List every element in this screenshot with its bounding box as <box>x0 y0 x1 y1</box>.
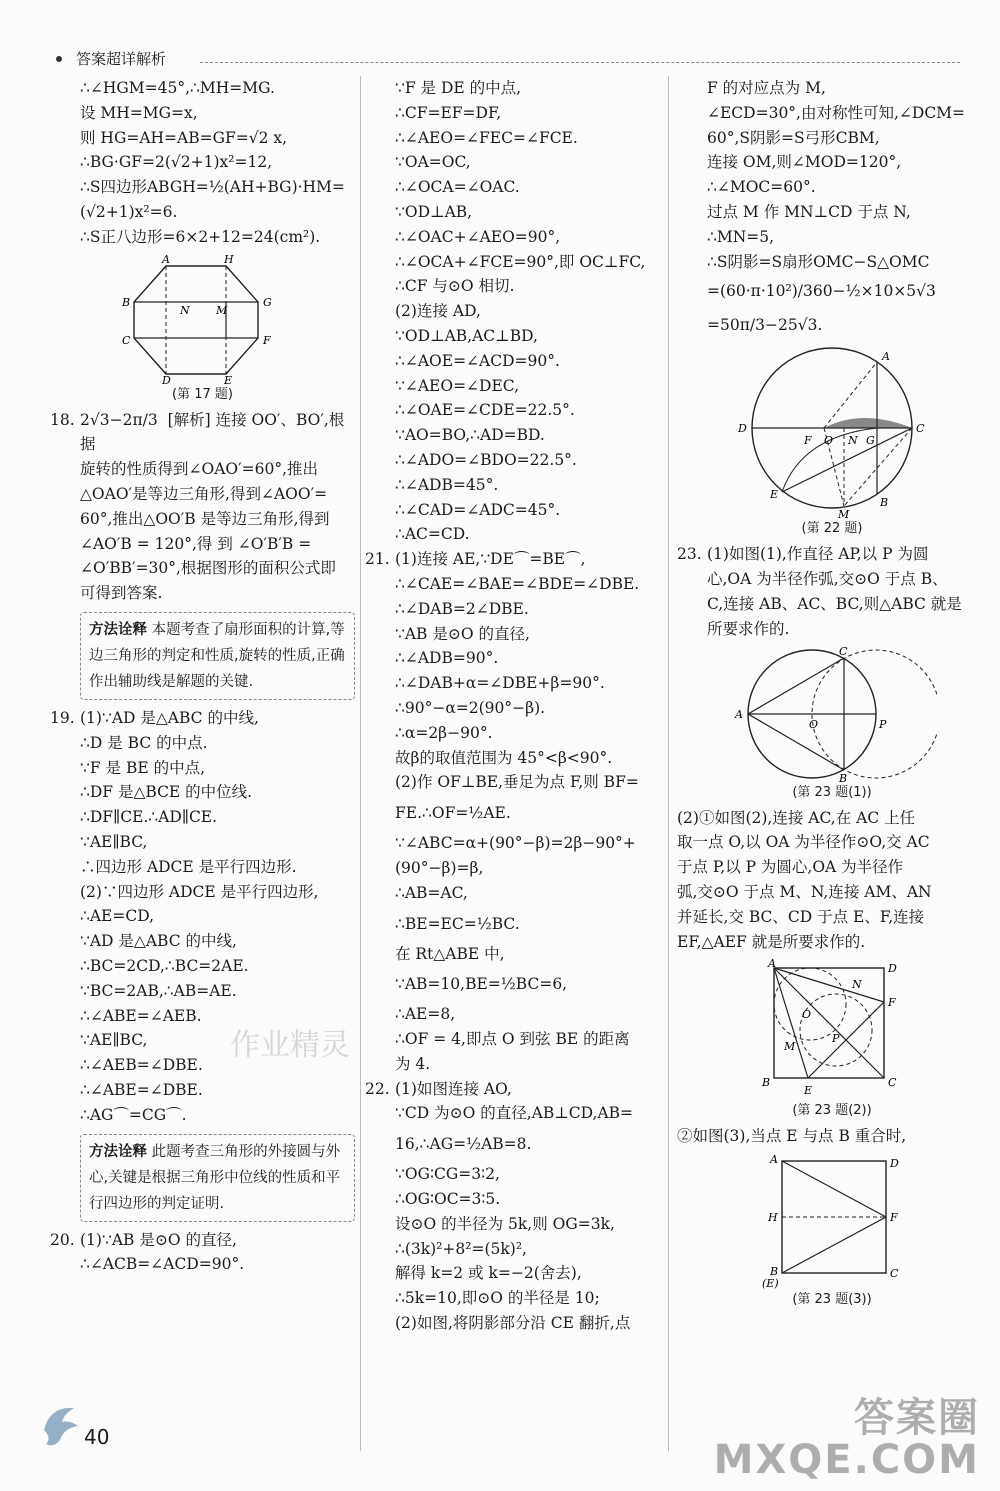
text-line: ∴CF=EF=DF, <box>395 103 502 122</box>
text-line: (1)如图连接 AO, <box>395 1079 512 1098</box>
method-note-text: 本题考查了扇形面积的计算,等边三角形的判定和性质,旋转的性质,正确作出辅助线是解题的关键. <box>89 621 345 690</box>
text-line: ∴∠ACB=∠ACD=90°. <box>80 1255 245 1274</box>
text-line: ∴AE=8, <box>395 1005 456 1024</box>
point-label: (E) <box>762 1277 779 1290</box>
column-divider <box>360 76 361 1451</box>
figure-caption: (第 17 题) <box>172 386 233 402</box>
point-label: E <box>804 1084 813 1098</box>
point-label: O <box>809 717 819 731</box>
text-line: C,连接 AB、AC、BC,则△ABC 就是 <box>707 594 962 613</box>
point-label: M <box>838 508 850 519</box>
text-line: ∴BE=EC=½BC. <box>395 914 520 933</box>
question-number: 20. <box>50 1230 75 1249</box>
text-line: ∴S阴影=S扇形OMC−S△OMC <box>707 252 930 271</box>
text-line: 60°,S阴影=S弓形CBM, <box>707 128 880 147</box>
point-label: M <box>784 1040 796 1054</box>
point-label: N <box>179 303 190 317</box>
text-line: ∴∠ADB=90°. <box>395 649 499 668</box>
text-line: ∴∠AOE=∠ACD=90°. <box>395 351 560 370</box>
text-line: ∴∠DAB=2∠DBE. <box>395 599 529 618</box>
text-line: ∵OD⊥AB, <box>395 202 473 221</box>
text-line: ∵OG∶CG=3∶2, <box>395 1165 500 1184</box>
text-line: (1)∵AB 是⊙O 的直径, <box>80 1230 237 1249</box>
question-number: 23. <box>677 545 702 564</box>
text-line: ∵AO=BO,∴AD=BD. <box>395 426 545 445</box>
text-line: ∵∠ABC=α+(90°−β)=2β−90°+ <box>395 834 636 853</box>
text-line: ∴∠CAE=∠BAE=∠BDE=∠DBE. <box>395 574 640 593</box>
text-line: ∴S正八边形=6×2+12=24(cm²). <box>80 227 321 246</box>
text-line: 并延长,交 BC、CD 于点 E、F,连接 <box>677 907 925 926</box>
text-line: ∴∠AEB=∠DBE. <box>80 1056 203 1075</box>
text-line: ∴BC=2CD,∴BC=2AE. <box>80 956 249 975</box>
figure-23-3 <box>752 1153 912 1289</box>
text-line: (2)作 OF⊥BE,垂足为点 F,则 BF= <box>395 773 639 792</box>
text-line: (√2+1)x²=6. <box>80 202 178 221</box>
page-header <box>50 48 960 72</box>
point-label: D <box>738 422 747 436</box>
column-middle <box>365 76 663 1336</box>
point-label: B <box>770 1265 779 1279</box>
point-label: A <box>768 958 776 971</box>
text-line: ∵CD 为⊙O 的直径,AB⊥CD,AB= <box>395 1104 634 1123</box>
question-number: 21. <box>365 550 390 569</box>
text-line: 2√3−2π/3 [解析] 连接 OO′、BO′,根据 <box>80 410 345 454</box>
text-line: ∠AO′B = 120°,得 到 ∠O′B′B = <box>80 534 312 553</box>
figure-22-circle <box>732 346 932 518</box>
text-line: ∠ECD=30°,由对称性可知,∠DCM= <box>707 103 966 122</box>
text-line: (2)∵四边形 ADCE 是平行四边形, <box>80 882 319 901</box>
text-line: ∴BG·GF=2(√2+1)x²=12, <box>80 153 273 172</box>
column-divider <box>668 76 669 1451</box>
figure-caption: (第 23 题(1)) <box>792 784 872 800</box>
point-label: H <box>223 253 234 266</box>
text-line: EF,△AEF 就是所要求作的. <box>677 932 866 951</box>
text-line: ∴D 是 BC 的中点. <box>80 733 208 752</box>
text-line: ∴∠ABE=∠AEB. <box>80 1006 202 1025</box>
header-title: 答案超详解析 <box>76 50 167 68</box>
text-line: ∴5k=10,即⊙O 的半径是 10; <box>395 1289 600 1308</box>
text-line: ∵AE∥BC, <box>80 1031 148 1050</box>
question-number: 22. <box>365 1079 390 1098</box>
method-note-tag: 方法诠释 <box>89 1143 147 1160</box>
text-line: ∵AD 是△ABC 的中线, <box>80 932 237 951</box>
method-note-text: 此题考查三角形的外接圆与外心,关键是根据三角形中位线的性质和平行四边形的判定证明. <box>89 1143 341 1212</box>
text-line: ∵AB=10,BE=½BC=6, <box>395 975 568 994</box>
point-label: B <box>880 496 889 510</box>
method-note-tag: 方法诠释 <box>89 621 147 638</box>
text-line: ∴∠AEO=∠FEC=∠FCE. <box>395 128 578 147</box>
point-label: O <box>824 434 834 448</box>
text-line: ∵OA=OC, <box>395 153 471 172</box>
point-label: F <box>888 996 896 1010</box>
text-line: 可得到答案. <box>80 584 163 603</box>
text-line: 所要求作的. <box>707 619 790 638</box>
text-line: 取一点 O,以 OA 为半径作⊙O,交 AC <box>677 833 930 852</box>
text-line: ∴AE=CD, <box>80 907 155 926</box>
point-label: A <box>770 1153 778 1167</box>
text-line: ∴OG∶OC=3∶5. <box>395 1190 501 1209</box>
text-line: 设 MH=MG=x, <box>80 103 198 122</box>
column-left <box>50 76 355 1277</box>
point-label: N <box>848 434 858 448</box>
point-label: G <box>262 295 272 309</box>
text-line: ∵AB 是⊙O 的直径, <box>395 624 530 643</box>
point-label: O <box>802 1008 812 1022</box>
point-label: G <box>866 434 875 448</box>
point-label: E <box>770 488 779 502</box>
text-line: ∴∠OCA+∠FCE=90°,即 OC⊥FC, <box>395 252 646 271</box>
text-line: 于点 P,以 P 为圆心,OA 为半径作 <box>677 858 904 877</box>
text-line: FE.∴OF=½AE. <box>395 804 511 823</box>
text-line: ∴α=2β−90°. <box>395 723 493 742</box>
text-line: ∴OF = 4,即点 O 到弦 BE 的距离 <box>395 1030 630 1049</box>
point-label: C <box>839 645 848 658</box>
text-line: 则 HG=AH=AB=GF=√2 x, <box>80 128 288 147</box>
point-label: F <box>262 333 271 347</box>
text-line: ∵OD⊥AB,AC⊥BD, <box>395 326 538 345</box>
text-line: ∴S四边形ABGH=½(AH+BG)·HM= <box>80 178 345 197</box>
text-line: ∴(3k)²+8²=(5k)², <box>395 1239 527 1258</box>
text-line: ∴∠ADO=∠BDO=22.5°. <box>395 450 577 469</box>
point-label: P <box>832 1032 840 1046</box>
point-label: F <box>890 1211 898 1225</box>
text-line: 心,OA 为半径作弧,交⊙O 于点 B、 <box>707 570 948 589</box>
text-line: (2)连接 AD, <box>395 302 481 321</box>
text-line: 在 Rt△ABE 中, <box>395 944 505 963</box>
figure-23-2 <box>752 958 912 1100</box>
point-label: P <box>879 717 887 731</box>
text-line: ∵F 是 BE 的中点, <box>80 758 206 777</box>
text-line: 为 4. <box>395 1054 431 1073</box>
point-label: D <box>890 1157 899 1171</box>
point-label: N <box>852 978 862 992</box>
watermark <box>714 1397 980 1481</box>
text-line: ∵∠AEO=∠DEC, <box>395 376 520 395</box>
text-line: 弧,交⊙O 于点 M、N,连接 AM、AN <box>677 882 932 901</box>
point-label: M <box>215 303 227 317</box>
bullet-icon <box>56 56 62 62</box>
text-line: ∴CF 与⊙O 相切. <box>395 277 515 296</box>
text-line: ∴∠ADB=45°. <box>395 475 499 494</box>
text-line: ∴∠ABE=∠DBE. <box>80 1080 203 1099</box>
point-label: B <box>839 771 848 782</box>
method-note-box <box>80 1134 355 1222</box>
text-line: =50π/3−25√3. <box>707 316 823 335</box>
point-label: A <box>882 350 890 364</box>
figure-23-1 <box>727 646 937 782</box>
column-right <box>677 76 987 1313</box>
text-line: 故β的取值范围为 45°<β<90°. <box>395 748 613 767</box>
text-line: ∴∠MOC=60°. <box>707 178 816 197</box>
text-line: 旋转的性质得到∠OAO′=60°,推出 <box>80 460 319 479</box>
point-label: A <box>735 707 743 721</box>
text-line: ∴MN=5, <box>707 227 775 246</box>
question-number: 19. <box>50 708 75 727</box>
text-line: ∴∠HGM=45°,∴MH=MG. <box>80 79 275 97</box>
point-label: E <box>223 373 232 384</box>
text-line: ∴90°−α=2(90°−β). <box>395 698 546 717</box>
text-line: 连接 OM,则∠MOD=120°, <box>707 153 902 172</box>
question-number: 18. <box>50 410 75 429</box>
text-line: ∴∠OAC+∠AEO=90°, <box>395 227 561 246</box>
text-line: (90°−β)=β, <box>395 858 484 877</box>
text-line: (2)如图,将阴影部分沿 CE 翻折,点 <box>395 1314 631 1333</box>
figure-caption: (第 23 题(2)) <box>792 1103 872 1119</box>
text-line: ∵BC=2AB,∴AB=AE. <box>80 981 237 1000</box>
text-line: ∴∠DAB+α=∠DBE+β=90°. <box>395 674 605 693</box>
figure-caption: (第 22 题) <box>801 521 863 537</box>
text-line: ∴AG⌒=CG⌒. <box>80 1105 187 1124</box>
point-label: C <box>121 333 130 347</box>
faint-watermark: 作业精灵 <box>230 1028 350 1063</box>
text-line: (1)连接 AE,∵DE⌒=BE⌒, <box>395 550 586 569</box>
page-number: 40 <box>84 1425 110 1449</box>
watermark-url: MXQE.COM <box>713 1437 980 1483</box>
point-label: A <box>161 253 170 266</box>
point-label: C <box>890 1267 899 1281</box>
point-label: B <box>762 1076 771 1090</box>
text-line: ②如图(3),当点 E 与点 B 重合时, <box>677 1127 907 1146</box>
text-line: ∴∠OCA=∠OAC. <box>395 178 520 197</box>
text-line: (1)∵AD 是△ABC 的中线, <box>80 708 259 727</box>
header-rule <box>200 62 960 63</box>
text-line: (1)如图(1),作直径 AP,以 P 为圆 <box>707 545 929 564</box>
point-label: D <box>888 962 897 976</box>
text-line: ∴AC=CD. <box>395 525 470 544</box>
point-label: B <box>121 295 130 309</box>
text-line: △OAO′是等边三角形,得到∠AOO′= <box>80 484 328 503</box>
text-line: (2)①如图(2),连接 AC,在 AC 上任 <box>677 808 916 827</box>
text-line: ∴DF∥CE.∴AD∥CE. <box>80 808 218 827</box>
point-label: F <box>804 434 812 448</box>
method-note-box <box>80 612 355 700</box>
point-label: H <box>768 1211 778 1225</box>
text-line: 解得 k=2 或 k=−2(舍去), <box>395 1264 582 1283</box>
text-line: ∴∠CAD=∠ADC=45°. <box>395 500 561 519</box>
text-line: ∴AB=AC, <box>395 883 468 902</box>
text-line: ∵AE∥BC, <box>80 832 148 851</box>
figure-caption: (第 23 题(3)) <box>792 1292 872 1308</box>
point-label: C <box>916 422 925 436</box>
text-line: F 的对应点为 M, <box>707 79 826 97</box>
text-line: 过点 M 作 MN⊥CD 于点 N, <box>707 202 911 221</box>
point-label: D <box>161 373 171 384</box>
text-line: ∴∠OAE=∠CDE=22.5°. <box>395 401 575 420</box>
text-line: ∴四边形 ADCE 是平行四边形. <box>80 857 297 876</box>
text-line: ∴DF 是△BCE 的中位线. <box>80 783 253 802</box>
dolphin-logo-icon <box>40 1400 84 1450</box>
text-line: ∵F 是 DE 的中点, <box>395 79 522 97</box>
text-line: 设⊙O 的半径为 5k,则 OG=3k, <box>395 1214 615 1233</box>
text-line: =(60·π·10²)/360−½×10×5√3 <box>707 282 936 301</box>
text-line: 16,∴AG=½AB=8. <box>395 1135 532 1154</box>
text-line: 60°,推出△OO′B 是等边三角形,得到 <box>80 509 330 528</box>
watermark-cn: 答案圈 <box>854 1395 980 1441</box>
point-label: C <box>888 1076 897 1090</box>
figure-17-octagon <box>118 254 288 384</box>
text-line: ∠O′BB′=30°,根据图形的面积公式即 <box>80 559 336 578</box>
